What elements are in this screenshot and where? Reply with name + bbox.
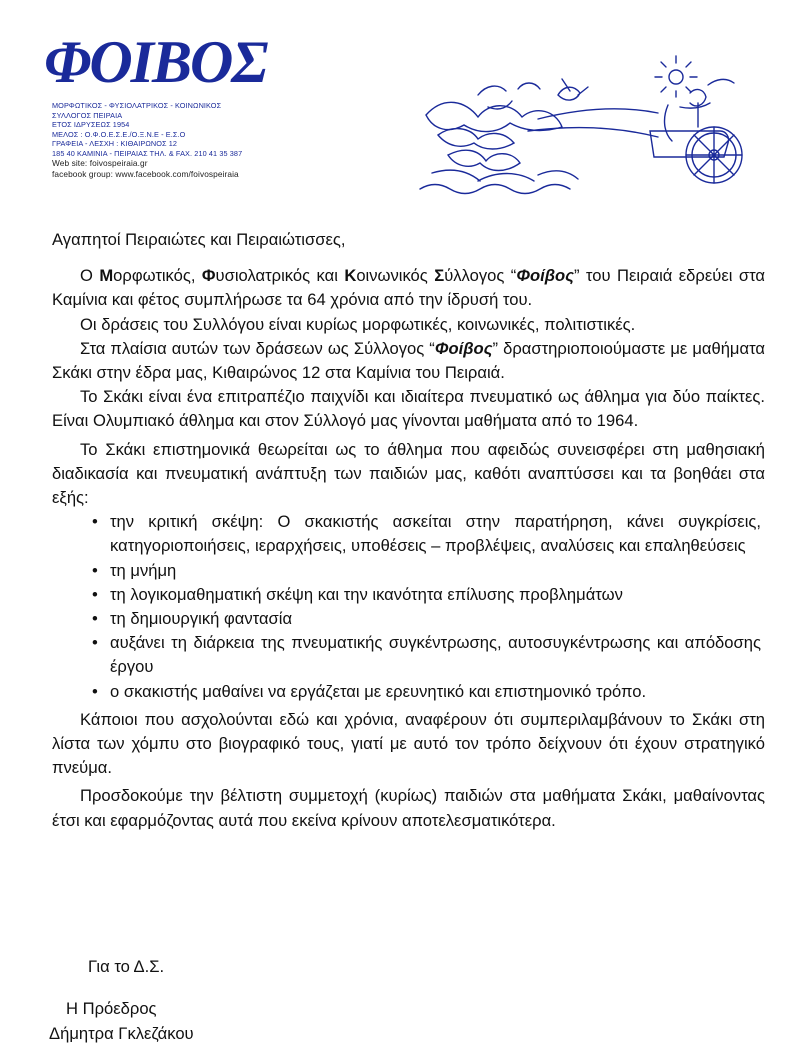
letterhead xyxy=(0,0,800,210)
paragraph-chess-sport: Το Σκάκι είναι ένα επιτραπέζιο παιχνίδι και ιδιαίτερα πνευματικό ως άθλημα για δύο παίκτες. Είναι Ολυμπιακό άθλημα και στον Σύλλογό μας γίνονται μαθήματα από το 1964. xyxy=(52,387,765,431)
text: ” του Πειραιά εδρεύει στα Καμίνια και φέτος συμπλήρωσε τα 64 χρόνια από την ίδρυσή του. xyxy=(52,266,765,310)
logo-wordmark: ΦΟΙΒΟΣ xyxy=(44,29,267,95)
website-link[interactable]: Web site: foivospeiraia.gr xyxy=(52,158,148,168)
org-line: ΜΕΛΟΣ : Ο.Φ.Ο.Ε.Σ.Ε./Ο.Ξ.Ν.Ε - Ε.Σ.Ο xyxy=(52,129,186,139)
text: ύλλογος “ xyxy=(444,266,517,286)
club-name: Φοίβος xyxy=(434,338,493,358)
paragraph-intro xyxy=(52,264,765,312)
list-item: • τη λογικομαθηματική σκέψη και την ικανότητα επίλυσης προβλημάτων xyxy=(90,583,765,607)
list-item: • ο σκακιστής μαθαίνει να εργάζεται με ερευνητικό και επιστημονικό τρόπο. xyxy=(90,680,765,704)
initial-s: Σ xyxy=(434,266,445,286)
sun-icon xyxy=(655,56,697,97)
facebook-link[interactable]: facebook group: www.facebook.com/foivospeiraia xyxy=(52,169,239,179)
text: υσιολατρικός και xyxy=(215,266,345,286)
org-line: ΓΡΑΦΕΙΑ - ΛΕΣΧΗ : ΚΙΘΑΙΡΩΝΟΣ 12 xyxy=(52,139,178,148)
list-item: • τη μνήμη xyxy=(90,559,765,583)
text: ορφωτικός, xyxy=(113,266,202,286)
signer-name: Δήμητρα Γκλεζάκου xyxy=(49,1024,194,1043)
text: οινωνικός xyxy=(356,266,435,286)
text: Ο xyxy=(80,266,100,286)
apollo-chariot-illustration xyxy=(418,55,753,195)
paragraph-activities: Οι δράσεις του Συλλόγου είναι κυρίως μορφωτικές, κοινωνικές, πολιτιστικές. xyxy=(80,314,636,334)
letter-body xyxy=(52,228,765,833)
org-line: ΣΥΛΛΟΓΟΣ ΠΕΙΡΑΙΑ xyxy=(52,110,123,120)
foivos-logo xyxy=(42,29,267,95)
list-item: • τη δημιουργική φαντασία xyxy=(90,607,765,631)
initial-f: Φ xyxy=(201,266,216,286)
benefits-list xyxy=(52,510,765,704)
org-line: 185 40 ΚΑΜΙΝΙΑ - ΠΕΙΡΑΙΑΣ ΤΗΛ. & FAX. 210 41 35 387 xyxy=(52,148,243,158)
signer-title: Η Πρόεδρος xyxy=(66,999,157,1018)
list-item: • την κριτική σκέψη: Ο σκακιστής ασκείται στην παρατήρηση, κάνει συγκρίσεις, κατηγοριοποιήσεις, ιεραρχήσεις, υποθέσεις – προβλέψεις, αναλύσεις και επαληθεύσεις xyxy=(90,510,765,558)
initial-k: Κ xyxy=(344,266,357,286)
text: Στα πλαίσια αυτών των δράσεων ως Σύλλογος “ xyxy=(80,338,435,358)
paragraph-chess-benefits: Το Σκάκι επιστημονικά θεωρείται ως το άθλημα που αφειδώς συνεισφέρει στη μαθησιακή διαδικασία και πνευματική ανάπτυξη των παιδιών μας, καθότι αναπτύσσει και τα βοηθάει στα εξής: xyxy=(52,439,765,508)
signoff: Για το Δ.Σ. xyxy=(88,957,165,976)
organization-details xyxy=(52,101,242,180)
initial-m: Μ xyxy=(99,266,114,286)
paragraph-strategic-mind: Κάποιοι που ασχολούνται εδώ και χρόνια, αναφέρουν ότι συμπεριλαμβάνουν το Σκάκι στη λίστα των χόμπυ στο βιογραφικό τους, γιατί με αυτό τον τρόπο δείχνουν ότι έχουν στρατηγικό πνεύμα. xyxy=(52,709,765,778)
list-item: • αυξάνει τη διάρκεια της πνευματικής συγκέντρωσης, αυτοσυγκέντρωσης και απόδοσης έργου xyxy=(90,631,765,679)
text: ” δραστηριοποιούμαστε με μαθήματα Σκάκι στην έδρα μας, Κιθαιρώνος 12 στα Καμίνια του Πειραιά. xyxy=(52,338,765,383)
paragraph-closing: Προσδοκούμε την βέλτιστη συμμετοχή (κυρίως) παιδιών στα μαθήματα Σκάκι, μαθαίνοντας έτσι και εφαρμόζοντας αυτά που εκείνα κρίνουν αποτελεσματικότερα. xyxy=(52,786,765,830)
paragraph-chess-lessons xyxy=(52,337,765,385)
org-line: ΕΤΟΣ ΙΔΡΥΣΕΩΣ 1954 xyxy=(52,120,130,129)
club-name: Φοίβος xyxy=(516,266,574,286)
greeting: Αγαπητοί Πειραιώτες και Πειραιώτισσες, xyxy=(52,230,346,249)
org-line: ΜΟΡΦΩΤΙΚΟΣ - ΦΥΣΙΟΛΑΤΡΙΚΟΣ - ΚΟΙΝΩΝΙΚΟΣ xyxy=(52,101,222,110)
